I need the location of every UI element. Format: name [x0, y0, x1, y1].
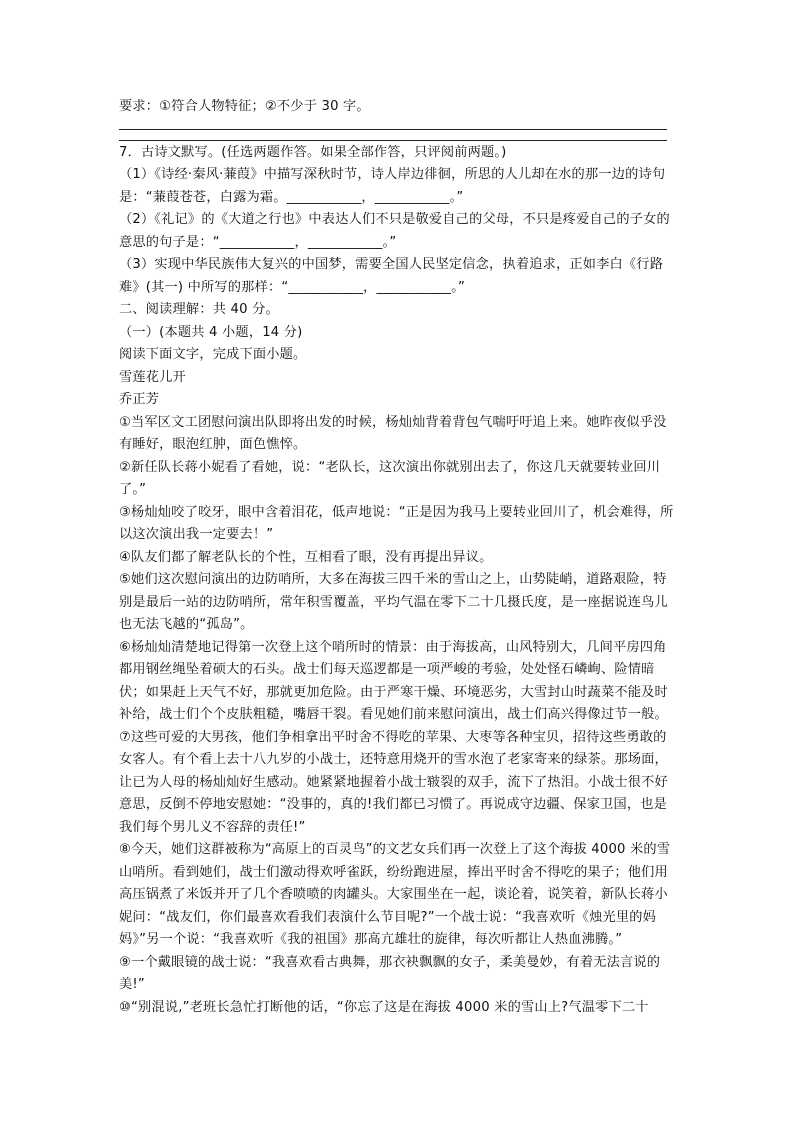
story-paragraph: ①当军区文工团慰问演出队即将出发的时候，杨灿灿背着背包气喘吁吁追上来。她昨夜似乎没有睡好，眼泡红肿，面色憔悴。	[119, 414, 667, 452]
story-paragraph: ⑤她们这次慰问演出的边防哨所，大多在海拔三四千米的雪山之上，山势陡峭，道路艰险，特别是最后一站的边防哨所，常年积雪覆盖，平均气温在零下二十几摄氏度，是一座据说连鸟儿也无法飞越的“孤岛”。	[119, 572, 668, 632]
story-paragraph: ⑨一个戴眼镜的战士说：“我喜欢看古典舞，那衣袂飘飘的女子，柔美曼妙，有着无法言说的美!”	[119, 954, 661, 992]
question-7-item-1: （1）《诗经·秦风·蒹葭》中描写深秋时节，诗人岸边徘徊，所思的人儿却在水的那一边的诗句是：“蒹葭苍苍，白露为霜。___________，___________。”	[119, 167, 666, 205]
story-paragraph: ⑩“别混说,”老班长急忙打断他的话，“你忘了这是在海拔 4000 米的雪山上?气温零下二十	[119, 999, 649, 1015]
question-7-item-3: （3）实现中华民族伟大复兴的中国梦，需要全国人民坚定信念，执着追求，正如李白《行路难》(其一) 中所写的那样：“___________，___________。”	[119, 257, 664, 295]
story-paragraph: ⑥杨灿灿清楚地记得第一次登上这个哨所时的情景：由于海拔高，山风特别大，几间平房四角都用钢丝绳坠着硕大的石头。战士们每天巡逻都是一项严峻的考验，处处怪石嶙峋、险情暗伏；如果赶上天气不好，那就更加危险。由于严寒干燥、环境恶劣，大雪封山时蔬菜不能及时补给，战士们个个皮肤粗糙，嘴唇干裂。看见她们前来慰问演出，战士们高兴得像过节一般。	[119, 639, 668, 722]
story-paragraph: ⑦这些可爱的大男孩，他们争相拿出平时舍不得吃的苹果、大枣等各种宝贝，招待这些勇敢的女客人。有个看上去十八九岁的小战士，还特意用烧开的雪水泡了老家寄来的绿茶。那场面，让已为人母的杨灿灿好生感动。她紧紧地握着小战士皲裂的双手，流下了热泪。小战士很不好意思，反倒不停地安慰她：“没事的，真的!我们都已习惯了。再说成守边疆、保家卫国，也是我们每个男儿义不容辞的责任!”	[119, 729, 668, 835]
section-2-heading: 二、阅读理解：共 40 分。	[119, 302, 279, 317]
story-paragraph: ②新任队长蒋小妮看了看她，说：“老队长，这次演出你就别出去了，你这几天就要转业回川了。”	[119, 459, 661, 497]
story-author: 乔正芳	[119, 392, 160, 407]
question-7-heading: 7．古诗文默写。(任选两题作答。如果全部作答，只评阅前两题。)	[119, 144, 507, 160]
part-1-heading: （一）(本题共 4 小题，14 分)	[119, 324, 303, 340]
answer-line-1[interactable]	[119, 129, 667, 130]
requirement-text: 要求：①符合人物特征；②不少于 30 字。	[119, 99, 370, 114]
reading-instruction: 阅读下面文字，完成下面小题。	[119, 347, 307, 362]
question-7-item-2: （2）《礼记》的《大道之行也》中表达人们不只是敬爱自己的父母，不只是疼爱自己的子女的意思的句子是：“___________，___________。”	[119, 212, 670, 250]
document-page	[119, 96, 675, 1019]
story-paragraph: ④队友们都了解老队长的个性，互相看了眼，没有再提出异议。	[119, 549, 493, 565]
answer-line-2[interactable]	[119, 140, 667, 141]
story-paragraph: ③杨灿灿咬了咬牙，眼中含着泪花，低声地说：“正是因为我马上要转业回川了，机会难得，所以这次演出我一定要去！”	[119, 504, 674, 542]
story-paragraph: ⑧今天，她们这群被称为“高原上的百灵鸟”的文艺女兵们再一次登上了这个海拔 4000 米的雪山哨所。看到她们，战士们激动得欢呼雀跃，纷纷跑进屋，捧出平时舍不得吃的果子；他们用高压锅煮了米饭并开了几个香喷喷的肉罐头。大家围坐在一起，谈论着，说笑着，新队长蒋小妮问：“战友们，你们最喜欢看我们表演什么节目呢?”一个战士说：“我喜欢听《烛光里的妈妈》”另一个说：“我喜欢听《我的祖国》那高亢雄壮的旋律，每次听都让人热血沸腾。”	[119, 842, 671, 947]
story-title: 雪莲花儿开	[119, 369, 186, 385]
